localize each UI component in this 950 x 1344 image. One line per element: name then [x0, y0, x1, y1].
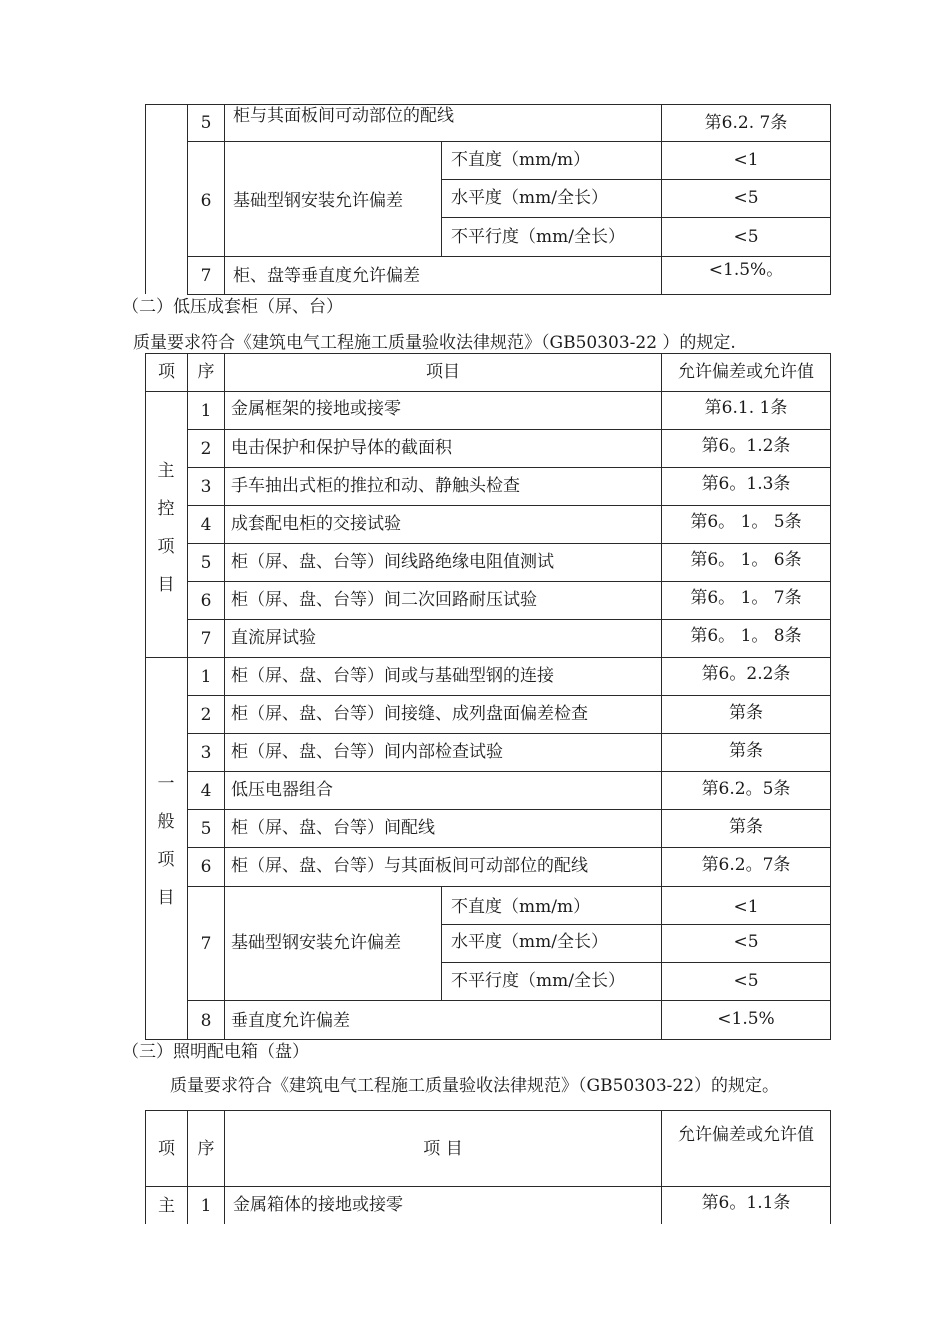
table-2-row-item: 成套配电柜的交接试验: [231, 514, 401, 534]
table-2-row-item: 柜（屏、盘、台等）间接缝、成列盘面偏差检查: [231, 704, 588, 724]
table-3-header-no: 序: [197, 1139, 215, 1159]
table-2-group-general-label: 一 般 项 目: [157, 774, 175, 908]
table-2-sub-value: <1: [733, 897, 759, 917]
table-2-row-item: 柜（屏、盘、台等）间内部检查试验: [231, 742, 503, 762]
table-2-row-no: 5: [200, 553, 212, 573]
table-1-sub-label: 水平度（mm/全长）: [451, 188, 608, 208]
table-1-sub-label: 不平行度（mm/全长）: [451, 227, 625, 247]
table-1-sub-value: <5: [733, 188, 759, 208]
table-1-row-no: 7: [200, 266, 212, 286]
table-2-row-no: 2: [200, 439, 212, 459]
table-2-row-item: 垂直度允许偏差: [231, 1011, 350, 1031]
table-2-row-item: 电击保护和保护导体的截面积: [231, 438, 452, 458]
table-2-header-value: 允许偏差或允许值: [678, 362, 814, 382]
table-2-row-value: 第6.2。7条: [701, 855, 791, 875]
table-2-row-no: 4: [200, 781, 212, 801]
table-1-sub-label: 不直度（mm/m）: [451, 150, 591, 170]
table-2-row-value: 第6。 1。 5条: [690, 512, 802, 532]
table-2-row-item: 柜（屏、盘、台等）与其面板间可动部位的配线: [231, 856, 588, 876]
table-2-row-no: 3: [200, 477, 212, 497]
table-2-row-value: 第条: [729, 741, 763, 761]
table-1-row-item: 基础型钢安装允许偏差: [233, 191, 403, 211]
table-1-row-no: 6: [200, 191, 212, 211]
table-2-row-item: 基础型钢安装允许偏差: [231, 933, 401, 953]
section-2-note: 质量要求符合《建筑电气工程施工质量验收法律规范》（GB50303-22 ）的规定.: [133, 333, 736, 353]
table-1-row-item: 柜与其面板间可动部位的配线: [233, 106, 454, 126]
table-2-sub-label: 不直度（mm/m）: [451, 897, 591, 917]
table-3-header-item: 项 目: [423, 1139, 463, 1159]
table-3-group-label: 主: [158, 1196, 175, 1216]
table-2-row-no: 1: [200, 401, 212, 421]
table-2-row-value: 第6。1.2条: [701, 436, 791, 456]
section-3-note: 质量要求符合《建筑电气工程施工质量验收法律规范》（GB50303-22）的规定。: [170, 1076, 780, 1096]
section-3-heading: （三）照明配电箱（盘）: [122, 1042, 309, 1062]
table-2-row-item: 金属框架的接地或接零: [231, 399, 401, 419]
table-2-row-item: 柜（屏、盘、台等）间或与基础型钢的连接: [231, 666, 554, 686]
table-3-row-value: 第6。1.1条: [701, 1193, 791, 1213]
table-2-header-no: 序: [197, 362, 215, 382]
table-2-row-item: 柜（屏、盘、台等）间线路绝缘电阻值测试: [231, 552, 554, 572]
table-2-row-no: 1: [200, 667, 212, 687]
table-2-row-no: 7: [200, 629, 212, 649]
table-2-sub-value: <5: [733, 971, 759, 991]
table-2-row-value: 第6。 1。 6条: [690, 550, 802, 570]
table-2-sub-label: 不平行度（mm/全长）: [451, 971, 625, 991]
table-2-row-value: 第6.2。5条: [701, 779, 791, 799]
table-2-row-item: 直流屏试验: [231, 628, 316, 648]
table-3-header-group: 项: [158, 1139, 175, 1159]
table-2-row-no: 3: [200, 743, 212, 763]
table-1-row-value: 第6.2. 7条: [704, 113, 788, 133]
table-2-sub-label: 水平度（mm/全长）: [451, 932, 608, 952]
table-2-row-no: 5: [200, 819, 212, 839]
table-2-row-value: 第条: [729, 817, 763, 837]
table-2-row-value: 第6。 1。 7条: [690, 588, 802, 608]
table-2-row-value: 第6.1. 1条: [704, 398, 788, 418]
table-2-row-no: 6: [200, 857, 212, 877]
table-1-sub-value: <5: [733, 227, 759, 247]
table-2-row-no: 6: [200, 591, 212, 611]
table-2-row-value: 第6。 1。 8条: [690, 626, 802, 646]
table-2-row-no: 2: [200, 705, 212, 725]
table-2-row-item: 低压电器组合: [231, 780, 333, 800]
table-2-row-item: 手车抽出式柜的推拉和动、静触头检查: [231, 476, 520, 496]
table-3-header-value: 允许偏差或允许值: [678, 1125, 814, 1145]
table-2-header-group: 项: [158, 362, 175, 382]
table-2-row-item: 柜（屏、盘、台等）间配线: [231, 818, 435, 838]
table-1-row-no: 5: [200, 113, 212, 133]
table-3-row-no: 1: [200, 1196, 212, 1216]
table-2-header-item: 项目: [426, 362, 460, 382]
table-2-row-value: 第条: [729, 703, 763, 723]
table-1-row-value: <1.5%。: [708, 260, 784, 280]
table-1-row-item: 柜、盘等垂直度允许偏差: [233, 266, 420, 286]
table-2-row-value: <1.5%: [717, 1009, 775, 1029]
table-2-row-no: 4: [200, 515, 212, 535]
section-2-heading: （二）低压成套柜（屏、台）: [122, 297, 343, 317]
table-2-row-item: 柜（屏、盘、台等）间二次回路耐压试验: [231, 590, 537, 610]
table-1-sub-value: <1: [733, 150, 759, 170]
table-2-row-value: 第6。2.2条: [701, 664, 791, 684]
table-2-row-value: 第6。1.3条: [701, 474, 791, 494]
table-2-row-no: 8: [200, 1011, 212, 1031]
table-2-row-no: 7: [200, 934, 212, 954]
table-2-sub-value: <5: [733, 932, 759, 952]
table-2-group-main-label: 主 控 项 目: [157, 461, 175, 595]
table-3-row-item: 金属箱体的接地或接零: [233, 1195, 403, 1215]
